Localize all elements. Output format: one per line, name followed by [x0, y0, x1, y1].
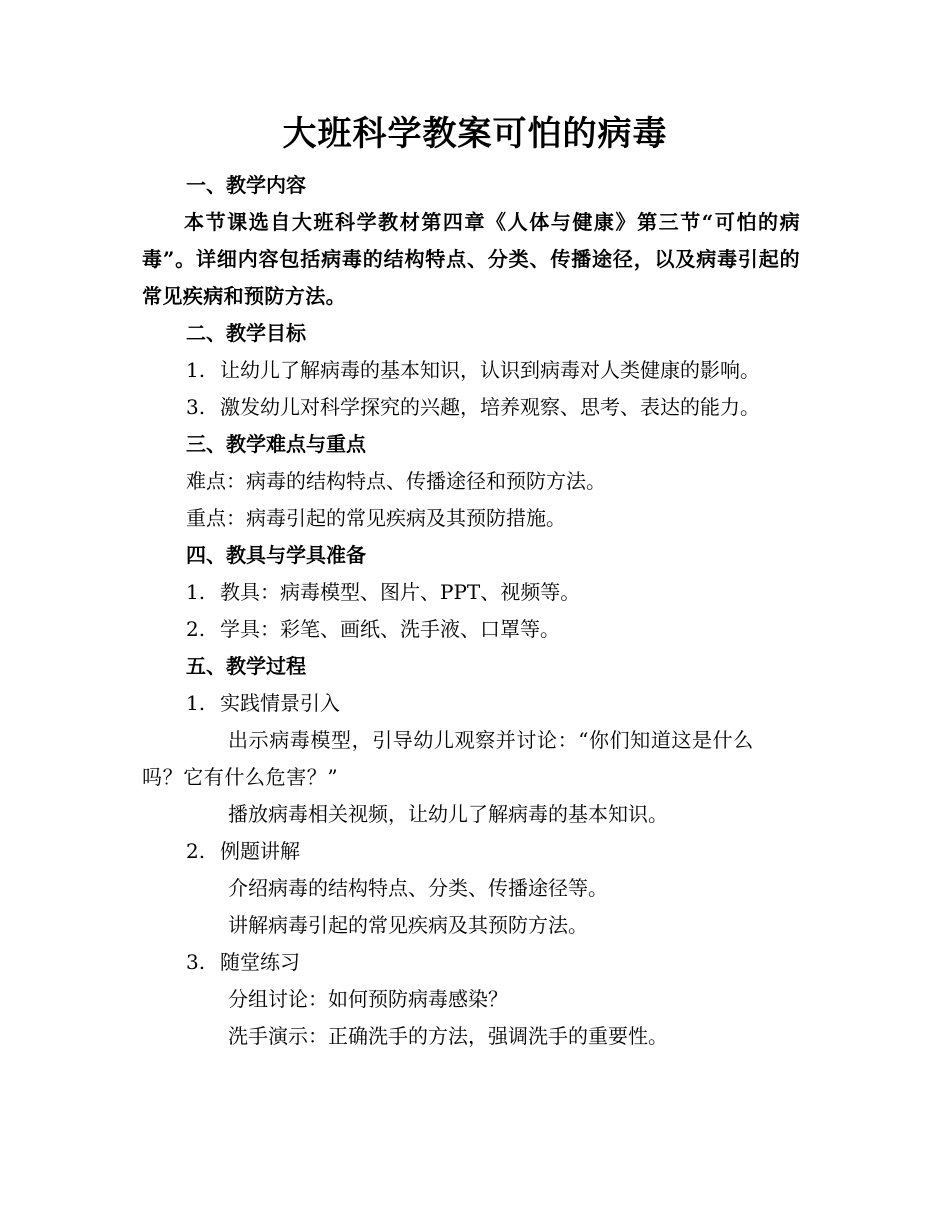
process-step — [142, 944, 846, 981]
difficulty-item: 难点：病毒的结构特点、传播途径和预防方法。 — [186, 469, 606, 493]
process-step — [142, 685, 846, 722]
goal-item — [142, 389, 846, 426]
step-line: 洗手演示：正确洗手的方法，强调洗手的重要性。 — [228, 1024, 668, 1048]
step-line: 分组讨论：如何预防病毒感染？ — [228, 987, 508, 1011]
goal-number: 1. — [186, 358, 206, 382]
section-heading-goals: 二、教学目标 — [186, 321, 306, 345]
step-paragraph: 出示病毒模型，引导幼儿观察并讨论：“你们知道这是什么吗？它有什么危害？” — [142, 728, 754, 789]
step-number: 1. — [186, 691, 206, 715]
goal-item — [142, 352, 846, 389]
tool-item — [142, 574, 846, 611]
key-point-item: 重点：病毒引起的常见疾病及其预防措施。 — [186, 506, 566, 530]
tool-text: 学具：彩笔、画纸、洗手液、口罩等。 — [220, 617, 560, 641]
section-heading-tools: 四、教具与学具准备 — [186, 543, 366, 567]
step-line: 讲解病毒引起的常见疾病及其预防方法。 — [228, 913, 588, 937]
process-step — [142, 833, 846, 870]
tool-number: 2. — [186, 617, 206, 641]
goal-text: 让幼儿了解病毒的基本知识，认识到病毒对人类健康的影响。 — [220, 358, 760, 382]
step-label: 随堂练习 — [220, 950, 300, 974]
step-label: 例题讲解 — [220, 839, 300, 863]
step-line: 介绍病毒的结构特点、分类、传播途径等。 — [228, 876, 608, 900]
goal-number: 3. — [186, 395, 206, 419]
section-heading-difficulty: 三、教学难点与重点 — [186, 432, 366, 456]
tool-number: 1. — [186, 580, 206, 604]
section-heading-content: 一、教学内容 — [186, 173, 306, 197]
tool-item — [142, 611, 846, 648]
step-number: 3. — [186, 950, 206, 974]
goal-text: 激发幼儿对科学探究的兴趣，培养观察、思考、表达的能力。 — [220, 395, 760, 419]
section-heading-process: 五、教学过程 — [186, 654, 306, 678]
step-line: 播放病毒相关视频，让幼儿了解病毒的基本知识。 — [228, 802, 668, 826]
document-title: 大班科学教案可怕的病毒 — [282, 114, 668, 154]
step-label: 实践情景引入 — [220, 691, 340, 715]
section-content-paragraph: 本节课选自大班科学教材第四章《人体与健康》第三节“可怕的病毒”。详细内容包括病毒的结构特点、分类、传播途径，以及病毒引起的常见疾病和预防方法。 — [142, 210, 800, 308]
tool-text: 教具：病毒模型、图片、PPT、视频等。 — [220, 580, 581, 604]
step-number: 2. — [186, 839, 206, 863]
